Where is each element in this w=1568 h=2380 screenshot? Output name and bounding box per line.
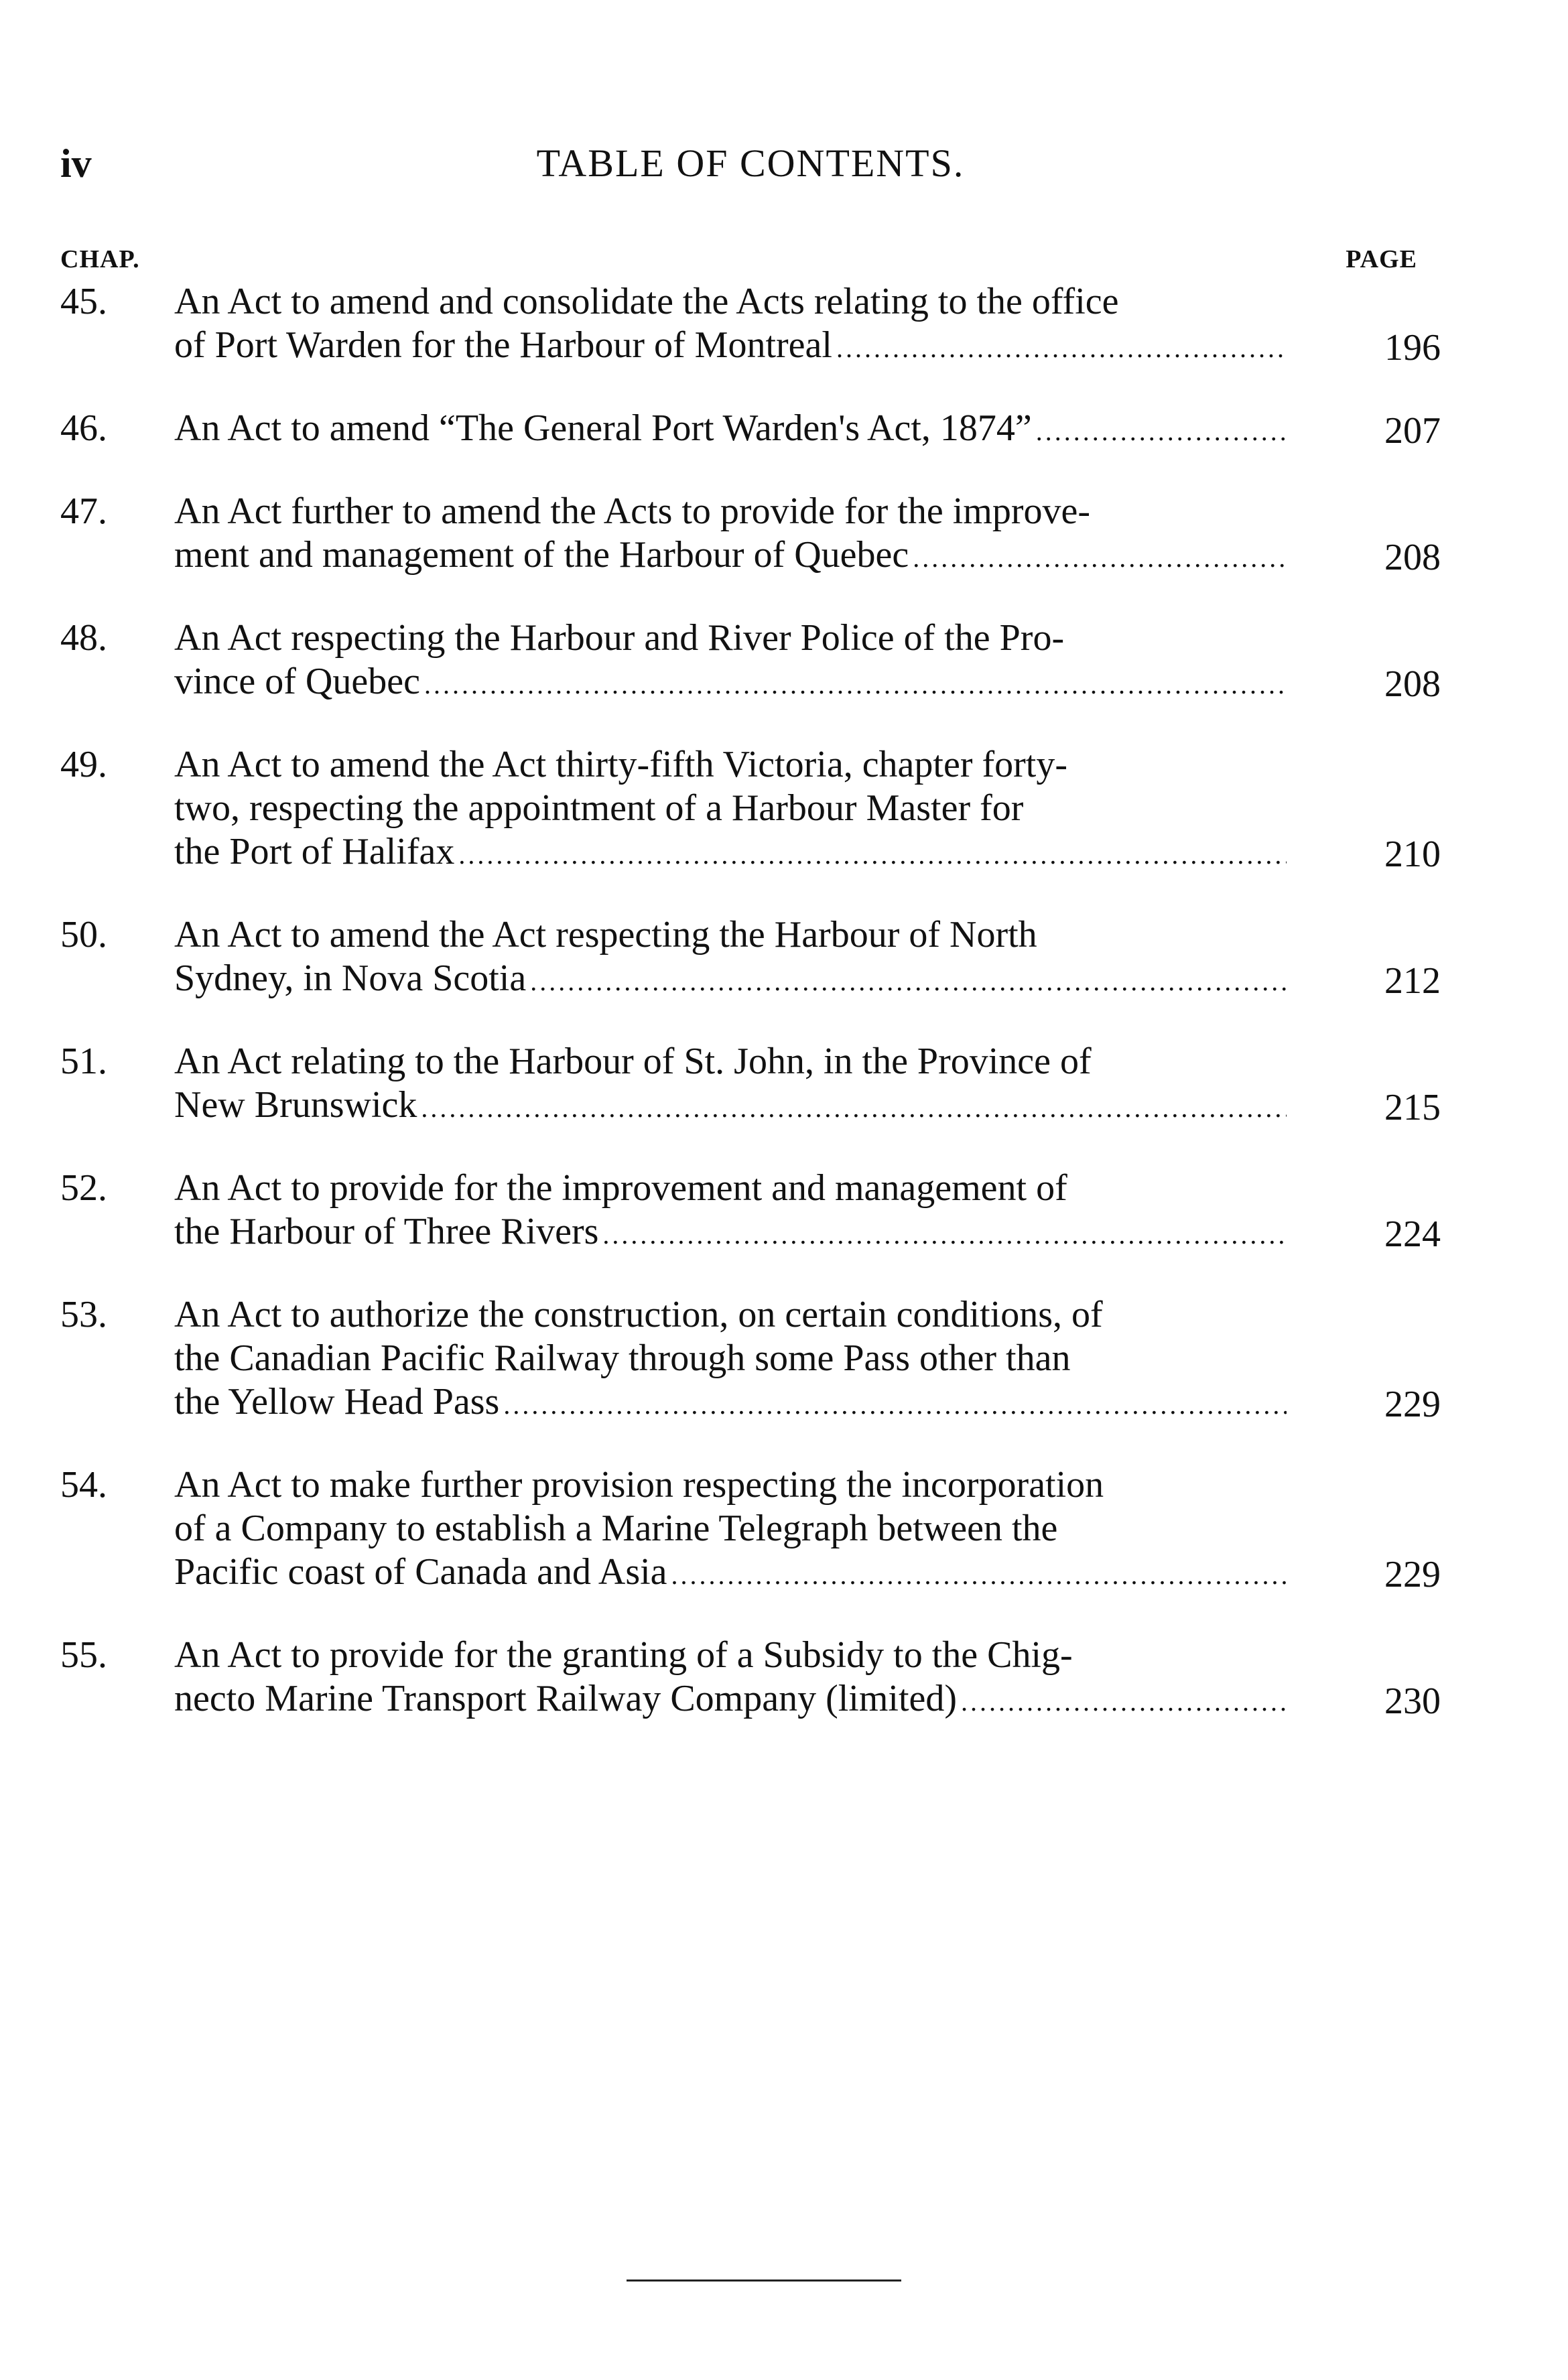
- entry-text-line: of a Company to establish a Marine Telegraph between the: [174, 1508, 1058, 1549]
- entry-text-line: ment and management of the Harbour of Quebec: [174, 534, 909, 576]
- page-reference: 210: [1384, 834, 1441, 875]
- entry-last-line: [174, 1677, 1287, 1723]
- chapter-number: 54.: [60, 1464, 107, 1506]
- dot-leader: [961, 1680, 1287, 1723]
- entry-last-line: [174, 1083, 1287, 1130]
- page-column-heading: PAGE: [1346, 245, 1417, 273]
- dot-leader: [424, 663, 1287, 706]
- entry-text-line: the Harbour of Three Rivers: [174, 1211, 599, 1252]
- entry-text-line: An Act to amend “The General Port Warden's Act, 1874”: [174, 407, 1032, 449]
- entry-text-line: An Act to amend and consolidate the Acts relating to the office: [174, 281, 1119, 322]
- page-reference: 196: [1384, 327, 1441, 369]
- chapter-number: 45.: [60, 281, 107, 322]
- contents-entry-55: [60, 1634, 1441, 1723]
- dot-leader: [913, 536, 1287, 580]
- chapter-column-heading: CHAP.: [60, 245, 140, 273]
- contents-entry-51: [60, 1040, 1441, 1130]
- page-reference: 230: [1384, 1680, 1441, 1722]
- entry-text-line: the Yellow Head Pass: [174, 1381, 500, 1423]
- dot-leader: [530, 960, 1287, 1003]
- page-reference: 229: [1384, 1384, 1441, 1425]
- entry-text-line: An Act to make further provision respecting the incorporation: [174, 1464, 1104, 1506]
- entry-text-line: An Act to provide for the improvement and management of: [174, 1167, 1067, 1209]
- entry-text-line: An Act to amend the Act thirty-fifth Victoria, chapter forty-: [174, 744, 1067, 785]
- entry-text-line: An Act to provide for the granting of a Subsidy to the Chig-: [174, 1634, 1073, 1676]
- chapter-number: 47.: [60, 490, 107, 532]
- contents-entry-50: [60, 913, 1441, 1003]
- chapter-number: 51.: [60, 1041, 107, 1082]
- entry-text-line: Pacific coast of Canada and Asia: [174, 1551, 667, 1593]
- chapter-number: 48.: [60, 617, 107, 659]
- chapter-number: 52.: [60, 1167, 107, 1209]
- dot-leader: [671, 1553, 1287, 1597]
- chapter-number: 46.: [60, 407, 107, 449]
- entry-last-line: [174, 957, 1287, 1003]
- entry-last-line: [174, 1550, 1287, 1597]
- entry-last-line: [174, 407, 1287, 453]
- page-reference: 212: [1384, 960, 1441, 1002]
- dot-leader: [503, 1383, 1287, 1427]
- entry-last-line: [174, 533, 1287, 580]
- contents-list: [60, 280, 1441, 1760]
- closing-rule: [627, 2279, 901, 2282]
- entry-text-line: the Port of Halifax: [174, 831, 455, 872]
- page-reference: 208: [1384, 537, 1441, 578]
- page-reference: 224: [1384, 1213, 1441, 1255]
- chapter-number: 53.: [60, 1294, 107, 1335]
- entry-last-line: [174, 660, 1287, 706]
- entry-text-line: the Canadian Pacific Railway through some Pass other than: [174, 1337, 1071, 1379]
- contents-entry-53: [60, 1293, 1441, 1427]
- contents-entry-47: [60, 490, 1441, 580]
- entry-text-line: necto Marine Transport Railway Company (limited): [174, 1678, 958, 1719]
- contents-entry-45: [60, 280, 1441, 370]
- entry-last-line: [174, 324, 1287, 370]
- page-reference: 215: [1384, 1087, 1441, 1128]
- dot-leader: [602, 1213, 1287, 1256]
- page-number: iv: [60, 141, 92, 186]
- entry-text-line: An Act further to amend the Acts to provide for the improve-: [174, 490, 1090, 532]
- chapter-number: 49.: [60, 744, 107, 785]
- page-reference: 229: [1384, 1554, 1441, 1595]
- column-headings: [60, 245, 1417, 278]
- entry-text-line: vince of Quebec: [174, 661, 420, 702]
- dot-leader: [458, 833, 1287, 876]
- entry-last-line: [174, 1210, 1287, 1256]
- contents-entry-52: [60, 1167, 1441, 1256]
- entry-text-line: two, respecting the appointment of a Harbour Master for: [174, 787, 1024, 829]
- entry-last-line: [174, 1380, 1287, 1427]
- entry-text-line: An Act relating to the Harbour of St. John, in the Province of: [174, 1041, 1092, 1082]
- contents-entry-54: [60, 1463, 1441, 1597]
- page-reference: 208: [1384, 663, 1441, 705]
- page-reference: 207: [1384, 410, 1441, 452]
- entry-text-line: An Act to authorize the construction, on certain conditions, of: [174, 1294, 1103, 1335]
- dot-leader: [421, 1086, 1287, 1130]
- dot-leader: [1036, 409, 1287, 453]
- entry-text-line: of Port Warden for the Harbour of Montreal: [174, 324, 832, 366]
- contents-entry-49: [60, 743, 1441, 876]
- entry-text-line: An Act respecting the Harbour and River Police of the Pro-: [174, 617, 1065, 659]
- entry-text-line: Sydney, in Nova Scotia: [174, 957, 527, 999]
- contents-entry-48: [60, 616, 1441, 706]
- contents-entry-46: [60, 407, 1441, 453]
- entry-text-line: New Brunswick: [174, 1084, 417, 1126]
- page-header: [60, 141, 1441, 201]
- dot-leader: [836, 326, 1287, 370]
- entry-last-line: [174, 830, 1287, 876]
- page-title: TABLE OF CONTENTS.: [536, 141, 965, 185]
- chapter-number: 50.: [60, 914, 107, 955]
- entry-text-line: An Act to amend the Act respecting the Harbour of North: [174, 914, 1037, 955]
- chapter-number: 55.: [60, 1634, 107, 1676]
